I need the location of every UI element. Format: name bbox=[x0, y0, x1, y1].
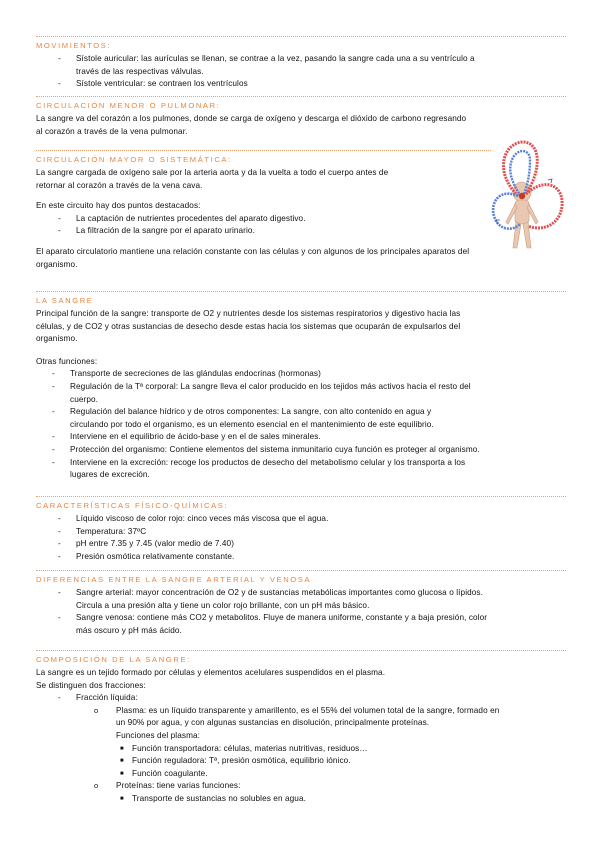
divider bbox=[36, 496, 566, 497]
section-heading: DIFERENCIAS ENTRE LA SANGRE ARTERIAL Y VENOSA bbox=[36, 575, 312, 584]
list-item: o Plasma: es un líquido transparente y amarillento, es el 55% del volumen total de la sangre, formado en bbox=[94, 705, 500, 715]
list-item-continuation: más oscuro y pH más ácido. bbox=[76, 625, 182, 635]
section-caracteristicas bbox=[36, 496, 566, 563]
section-circulacion-menor bbox=[36, 96, 566, 138]
section-circulacion-mayor bbox=[36, 150, 566, 271]
list-item: o Proteínas: tiene varias funciones: bbox=[94, 781, 241, 791]
section-diferencias bbox=[36, 570, 566, 637]
list-item-continuation: lugares de excreción. bbox=[70, 470, 150, 480]
list-item: ■ Función coagulante. bbox=[120, 768, 208, 778]
list-item: - Interviene en el equilibrio de ácido-base y en el de sales minerales. bbox=[52, 432, 321, 442]
list-item-continuation: cuerpo. bbox=[70, 394, 99, 404]
paragraph-line: Se distinguen dos fracciones: bbox=[36, 680, 146, 690]
divider bbox=[36, 150, 491, 151]
list-item: - Protección del organismo: Contiene elementos del sistema inmunitario cuya función es proteger al organismo. bbox=[52, 444, 480, 454]
paragraph-line: al corazón a través de la vena pulmonar. bbox=[36, 126, 188, 136]
paragraph-line: organismo. bbox=[36, 259, 78, 269]
list-item: - Temperatura: 37ºC bbox=[58, 526, 147, 536]
list-item: - Fracción líquida: bbox=[58, 693, 138, 703]
paragraph-line: Otras funciones: bbox=[36, 356, 98, 366]
paragraph-line: Principal función de la sangre: transporte de O2 y nutrientes desde los sistemas respiratorios y digestivo hacia las bbox=[36, 309, 461, 318]
circulatory-system-illustration bbox=[488, 136, 568, 254]
paragraph-line: En este circuito hay dos puntos destacados: bbox=[36, 201, 201, 211]
list-item: ■ Función reguladora: Tª, presión osmótica, equilibrio iónico. bbox=[120, 756, 351, 766]
list-item: ■ Función transportadora: células, materias nutritivas, residuos… bbox=[120, 743, 368, 753]
list-item: - Regulación de la Tª corporal: La sangre lleva el calor producido en los tejidos más activos hacia el resto del bbox=[52, 381, 471, 391]
list-item: - La captación de nutrientes procedentes del aparato digestivo. bbox=[58, 213, 306, 223]
section-heading: LA SANGRE bbox=[36, 296, 94, 305]
section-heading: MOVIMIENTOS: bbox=[36, 41, 112, 50]
section-composicion bbox=[36, 650, 566, 806]
list-item-continuation: través de las respectivas válvulas. bbox=[76, 66, 204, 76]
section-movimientos bbox=[36, 36, 566, 91]
paragraph-line: retornar al corazón a través de la vena cava. bbox=[36, 180, 203, 190]
divider bbox=[36, 570, 566, 571]
list-item: - Sangre venosa: contiene más CO2 y metabolitos. Fluye de manera uniforme, constante y a baja presión, color bbox=[58, 613, 488, 623]
list-item: - Interviene en la excreción: recoge los productos de desecho del metabolismo celular y los transporta a los bbox=[52, 457, 466, 467]
list-item: - Sístole auricular: las aurículas se llenan, se contrae a la vez, pasando la sangre cada una a su ventrículo a bbox=[58, 54, 475, 63]
paragraph-line: El aparato circulatorio mantiene una relación constante con las células y con algunos de los principales aparatos del bbox=[36, 246, 470, 256]
section-heading: CARACTERÍSTICAS FÍSICO-QUÍMICAS: bbox=[36, 501, 229, 510]
section-la-sangre bbox=[36, 291, 566, 482]
list-item: - Sístole ventricular: se contraen los ventrículos bbox=[58, 79, 248, 89]
list-item: - La filtración de la sangre por el aparato urinario. bbox=[58, 226, 255, 236]
list-item-continuation: circulando por todo el organismo, es un elemento esencial en el mantenimiento de este equilibrio. bbox=[70, 419, 434, 429]
divider bbox=[36, 291, 566, 292]
list-item: - Presión osmótica relativamente constante. bbox=[58, 551, 235, 561]
paragraph-line: células, y de CO2 y otras sustancias de desecho desde estas hacia los sistemas que ocuparán de expulsarlos del bbox=[36, 321, 461, 331]
list-item: - pH entre 7.35 y 7.45 (valor medio de 7.40) bbox=[58, 539, 235, 549]
section-heading: CIRCULACIÓN MENOR O PULMONAR: bbox=[36, 101, 221, 110]
list-item: - Sangre arterial: mayor concentración de O2 y de sustancias metabólicas importantes como glucosa o lípidos. bbox=[58, 588, 483, 597]
list-item: ■ Transporte de sustancias no solubles en agua. bbox=[120, 793, 306, 803]
list-item: - Líquido viscoso de color rojo: cinco veces más viscosa que el agua. bbox=[58, 514, 329, 523]
divider bbox=[36, 96, 566, 97]
section-heading: CIRCULACIÓN MAYOR O SISTEMÁTICA: bbox=[36, 155, 232, 164]
sublist-title: Funciones del plasma: bbox=[116, 730, 201, 740]
divider bbox=[36, 650, 566, 651]
divider bbox=[36, 36, 566, 37]
paragraph-line: La sangre cargada de oxígeno sale por la arteria aorta y da la vuelta a todo el cuerpo antes de bbox=[36, 168, 389, 177]
list-item-continuation: Circula a una presión alta y tiene un color rojo brillante, con un pH más básico. bbox=[76, 600, 370, 610]
paragraph-line: organismo. bbox=[36, 334, 78, 344]
section-heading: COMPOSICIÓN DE LA SANGRE: bbox=[36, 655, 191, 664]
list-item: - Regulación del balance hídrico y de otros componentes: La sangre, con alto contenido en agua y bbox=[52, 407, 432, 417]
list-item: - Transporte de secreciones de las glándulas endocrinas (hormonas) bbox=[52, 369, 321, 379]
paragraph-line: La sangre es un tejido formado por células y elementos acelulares suspendidos en el plasma. bbox=[36, 668, 386, 677]
list-item-continuation: un 90% por agua, y con algunas sustancias en disolución, principalmente proteínas. bbox=[116, 718, 430, 728]
paragraph-line: La sangre va del corazón a los pulmones, donde se carga de oxígeno y descarga el dióxido de carbono regresando bbox=[36, 114, 467, 123]
